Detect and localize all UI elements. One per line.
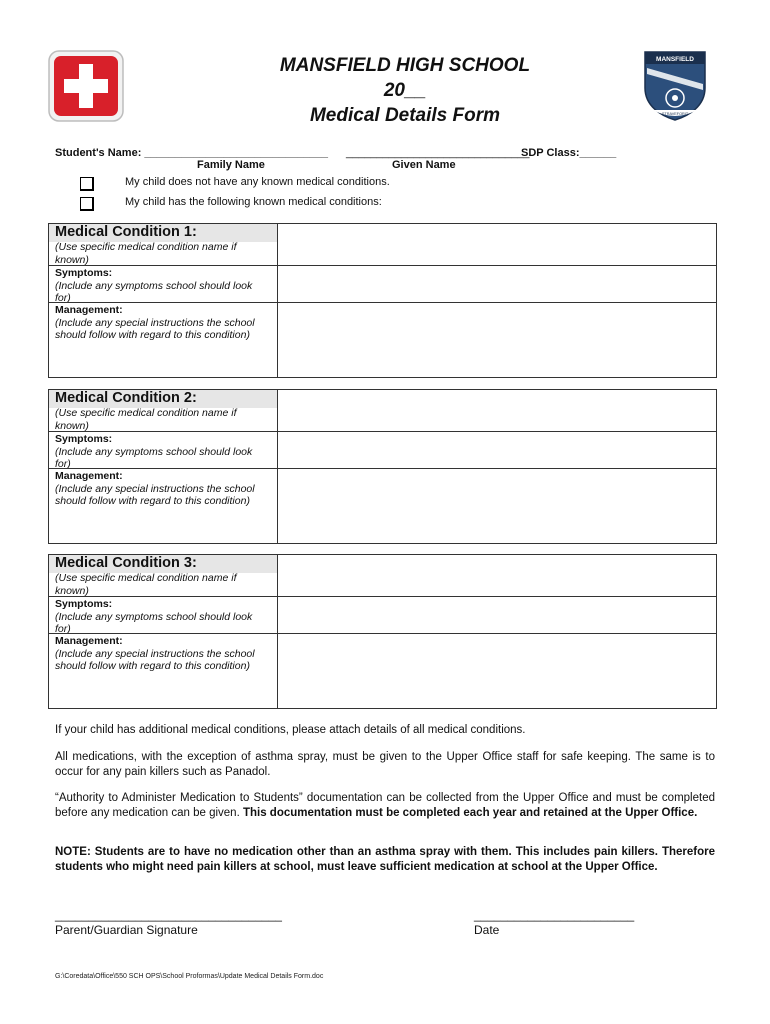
medications-text: All medications, with the exception of asthma spray, must be given to the Upper Office staff for safe keeping. The same is to occur for any pain killers such as Panadol. bbox=[55, 751, 715, 778]
condition-name-hint: (Use specific medical condition name if known) bbox=[55, 407, 237, 432]
condition-table-2 bbox=[48, 389, 717, 544]
note-text: NOTE: Students are to have no medication other than an asthma spray with them. This includes pain killers. Therefore students who might need pain killers at school, must leave sufficient medication at school at the Upper Office. bbox=[55, 846, 715, 873]
given-name-blank[interactable]: ______________________________ bbox=[346, 147, 530, 159]
symptoms-field[interactable] bbox=[278, 432, 716, 468]
condition-name-field[interactable] bbox=[278, 555, 716, 596]
checkbox-icon[interactable] bbox=[80, 197, 94, 211]
date-label: Date bbox=[474, 923, 500, 937]
student-name-label: Student's Name: ______________________________ bbox=[55, 147, 328, 159]
management-field[interactable] bbox=[278, 303, 716, 377]
condition-title: Medical Condition 2: bbox=[49, 390, 277, 408]
family-name-label: Family Name bbox=[197, 159, 265, 171]
year-field: 20__ bbox=[383, 80, 427, 101]
crest-motto: STRAVEFORIT bbox=[661, 112, 689, 116]
symptoms-section: Symptoms: (Include any symptoms school should look for) bbox=[55, 433, 253, 470]
additional-conditions-text: If your child has additional medical conditions, please attach details of all medical conditions. bbox=[55, 724, 526, 736]
condition-title: Medical Condition 1: bbox=[49, 224, 277, 242]
management-section: Management: (Include any special instructions the school should follow with regard to this condition) bbox=[55, 304, 255, 341]
symptoms-field[interactable] bbox=[278, 597, 716, 633]
management-section: Management: (Include any special instructions the school should follow with regard to this condition) bbox=[55, 470, 255, 507]
school-name: MANSFIELD HIGH SCHOOL bbox=[279, 55, 531, 76]
condition-name-hint: (Use specific medical condition name if known) bbox=[55, 241, 237, 266]
given-name-label: Given Name bbox=[392, 159, 456, 171]
date-blank[interactable]: ________________________ bbox=[474, 908, 635, 922]
crest-text: MANSFIELD bbox=[656, 56, 694, 63]
option-label: My child has the following known medical conditions: bbox=[125, 196, 382, 208]
signature-blank[interactable]: __________________________________ bbox=[55, 908, 282, 922]
condition-name-field[interactable] bbox=[278, 224, 716, 265]
footer-file-path: G:\Coredata\Office\550 SCH OPS\School Proformas\Update Medical Details Form.doc bbox=[55, 973, 324, 980]
management-field[interactable] bbox=[278, 469, 716, 543]
school-crest-logo bbox=[643, 50, 707, 122]
condition-table-3 bbox=[48, 554, 717, 709]
option-label: My child does not have any known medical conditions. bbox=[125, 176, 390, 188]
condition-name-field[interactable] bbox=[278, 390, 716, 431]
symptoms-section: Symptoms: (Include any symptoms school should look for) bbox=[55, 267, 253, 304]
management-field[interactable] bbox=[278, 634, 716, 708]
management-section: Management: (Include any special instructions the school should follow with regard to this condition) bbox=[55, 635, 255, 672]
condition-table-1 bbox=[48, 223, 717, 378]
title-block bbox=[230, 53, 580, 128]
signature-label: Parent/Guardian Signature bbox=[55, 923, 198, 937]
condition-name-hint: (Use specific medical condition name if known) bbox=[55, 572, 237, 597]
form-title: Medical Details Form bbox=[309, 105, 501, 126]
symptoms-field[interactable] bbox=[278, 266, 716, 302]
checkbox-icon[interactable] bbox=[80, 177, 94, 191]
condition-title: Medical Condition 3: bbox=[49, 555, 277, 573]
authority-text: “Authority to Administer Medication to Students” documentation can be collected from the Upper Office and must be completed before any medication can be given. This documentation must be completed each year and retained at the Upper Office. bbox=[55, 792, 715, 819]
symptoms-section: Symptoms: (Include any symptoms school should look for) bbox=[55, 598, 253, 635]
medical-cross-logo bbox=[48, 50, 124, 122]
sdp-class-label[interactable]: SDP Class:______ bbox=[521, 147, 617, 159]
